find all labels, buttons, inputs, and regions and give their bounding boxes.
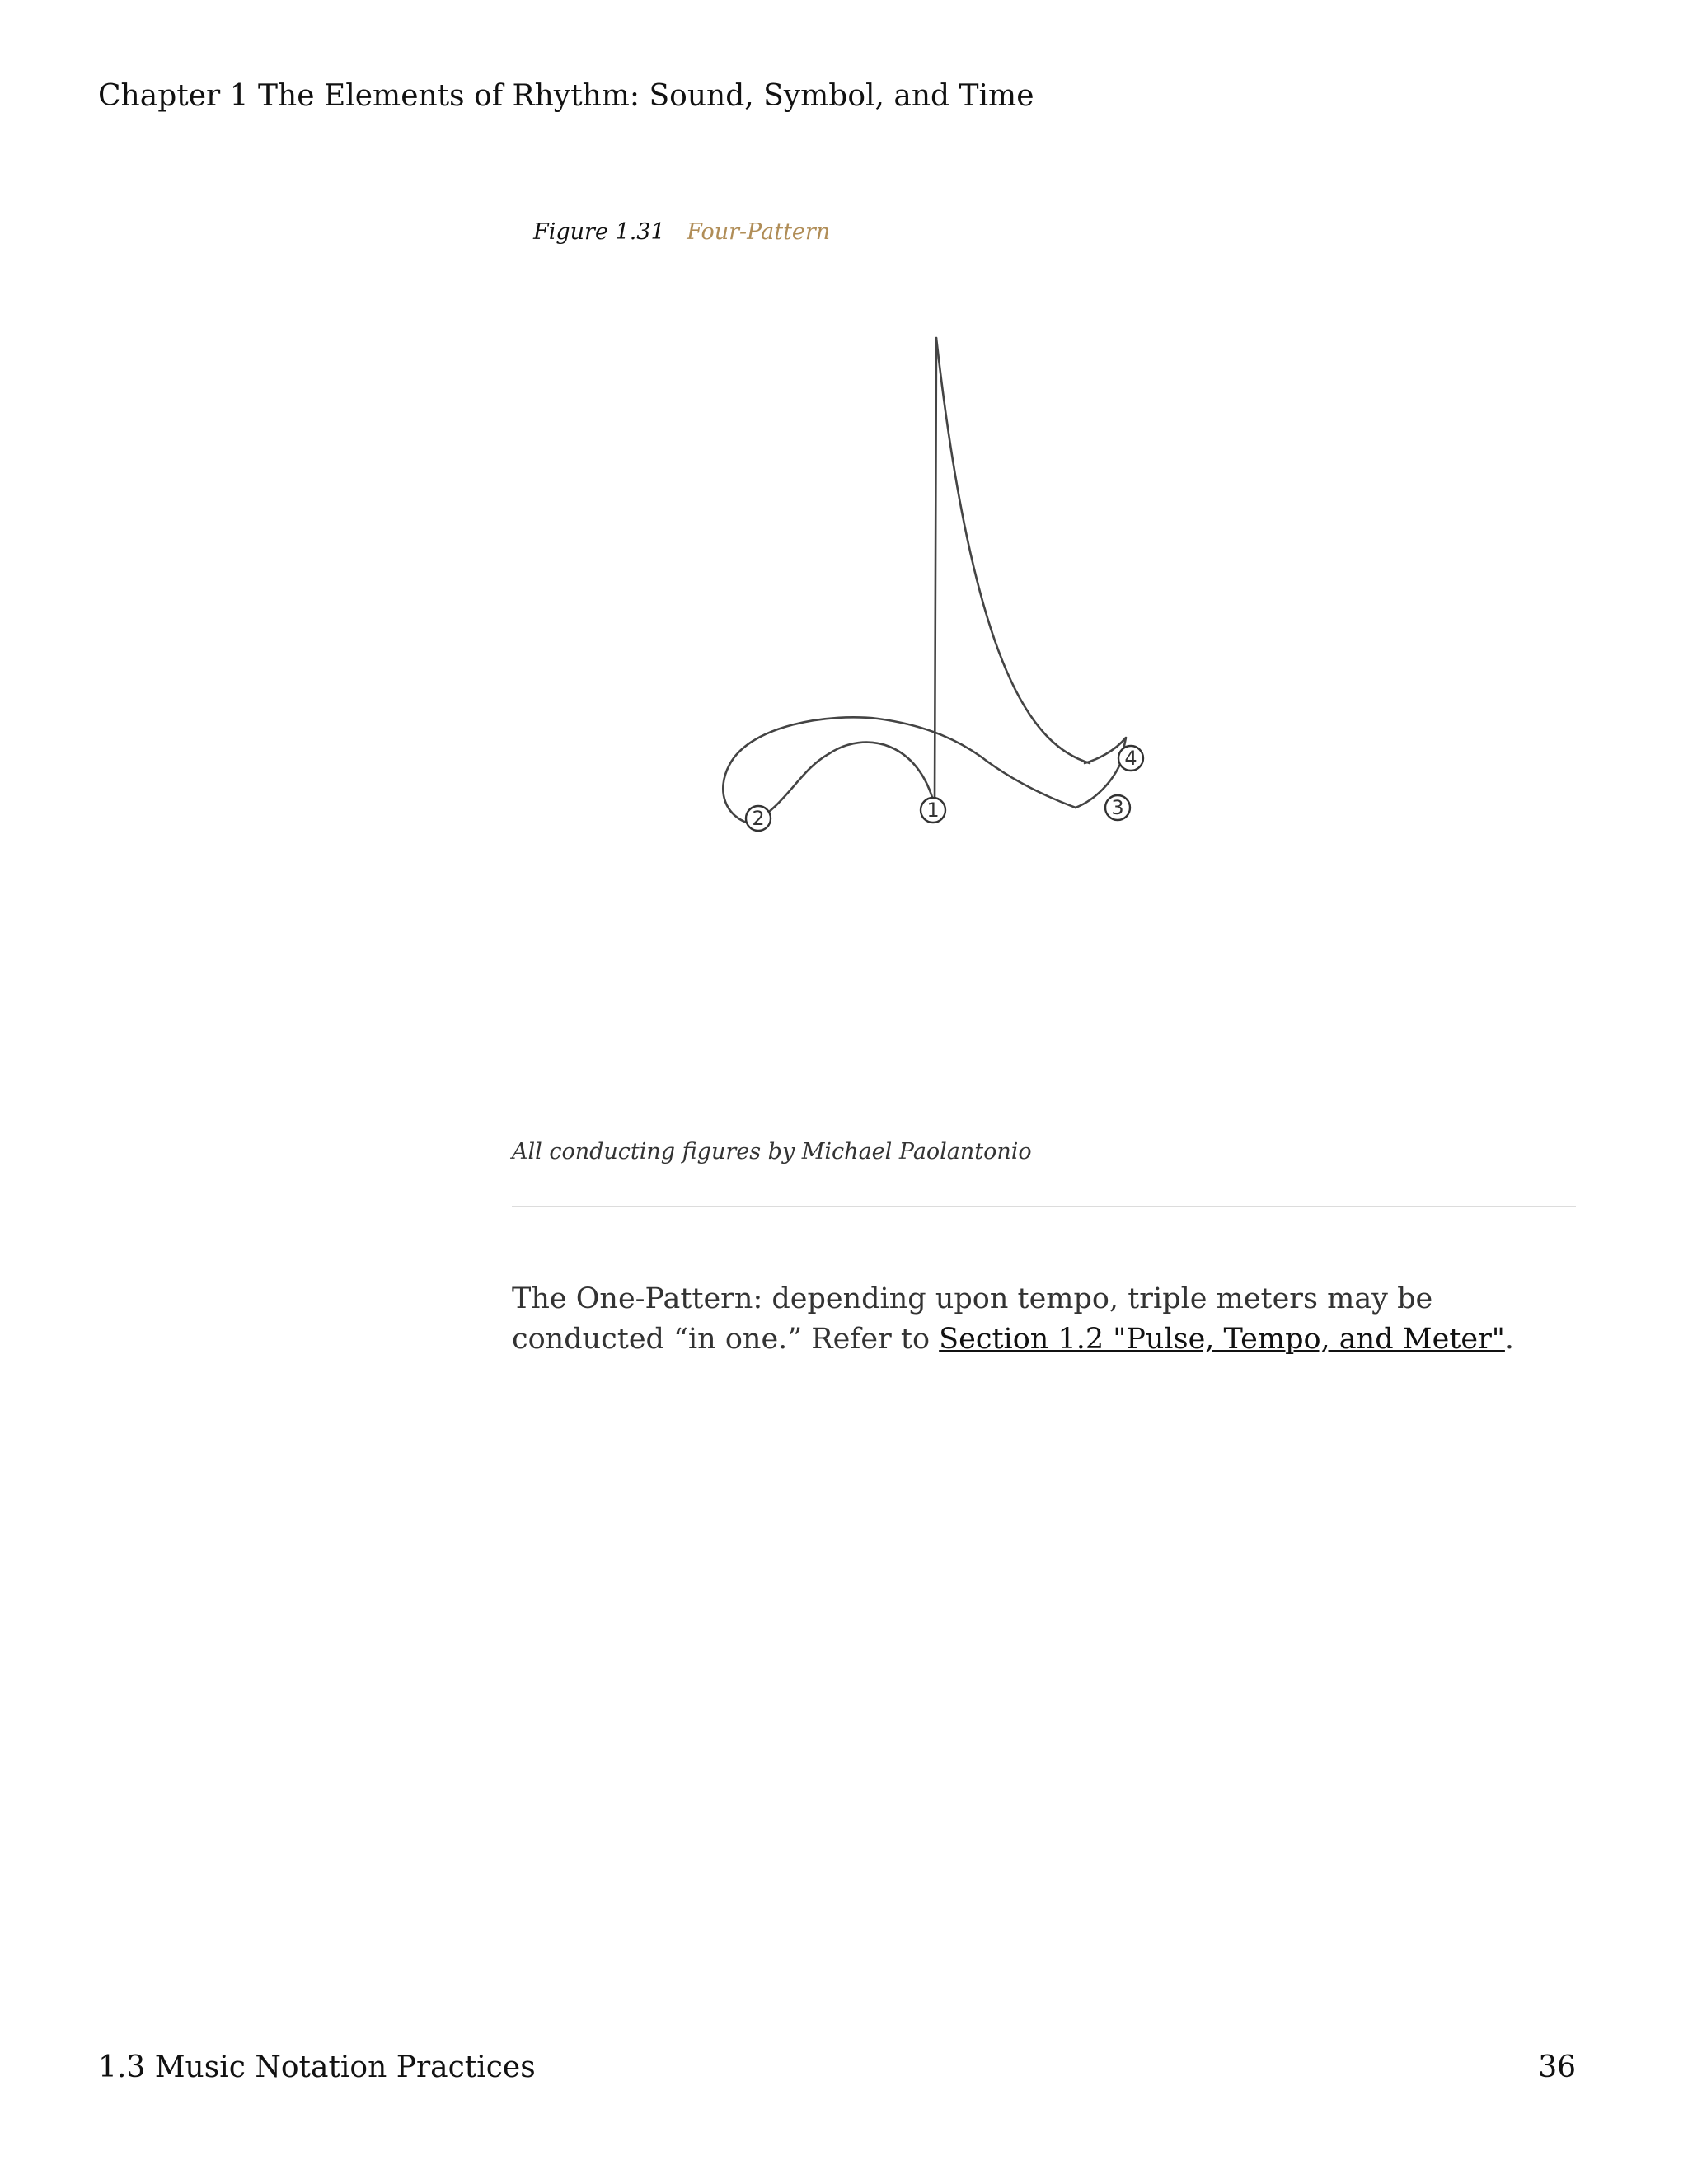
page-number: 36 (1538, 2050, 1576, 2084)
body-paragraph (512, 1279, 1583, 1360)
footer-section-title: 1.3 Music Notation Practices (98, 2050, 536, 2084)
downbeat-stroke (935, 338, 936, 806)
svg-text:3: 3 (1111, 796, 1124, 819)
section-link[interactable]: Section 1.2 "Pulse, Tempo, and Meter" (939, 1323, 1505, 1356)
beat-1-marker (921, 798, 945, 823)
figure-credit: All conducting figures by Michael Paolantonio (512, 1139, 1032, 1165)
svg-text:4: 4 (1124, 747, 1137, 770)
figure-number: Figure 1.31 (533, 219, 665, 245)
four-pattern-diagram (709, 313, 1220, 874)
beat-4-rebound-path (936, 338, 1090, 763)
conducting-pattern-figure (709, 313, 1220, 874)
beat-2-marker (746, 806, 771, 831)
paragraph-text: The One-Pattern: depending upon tempo, triple meters may be conducted “in one.” Refer to (512, 1282, 1433, 1356)
beat-1-to-2-path (752, 743, 935, 824)
svg-text:1: 1 (926, 799, 940, 822)
running-header: Chapter 1 The Elements of Rhythm: Sound, Symbol, and Time (98, 79, 1034, 113)
figure-caption (533, 219, 830, 245)
svg-text:2: 2 (752, 807, 765, 830)
paragraph-end: . (1504, 1323, 1515, 1356)
figure-title: Four-Pattern (687, 219, 831, 245)
beat-4-marker (1118, 746, 1143, 771)
divider (512, 1206, 1576, 1207)
beat-2-to-3-path (723, 717, 1076, 824)
beat-3-marker (1105, 795, 1130, 820)
